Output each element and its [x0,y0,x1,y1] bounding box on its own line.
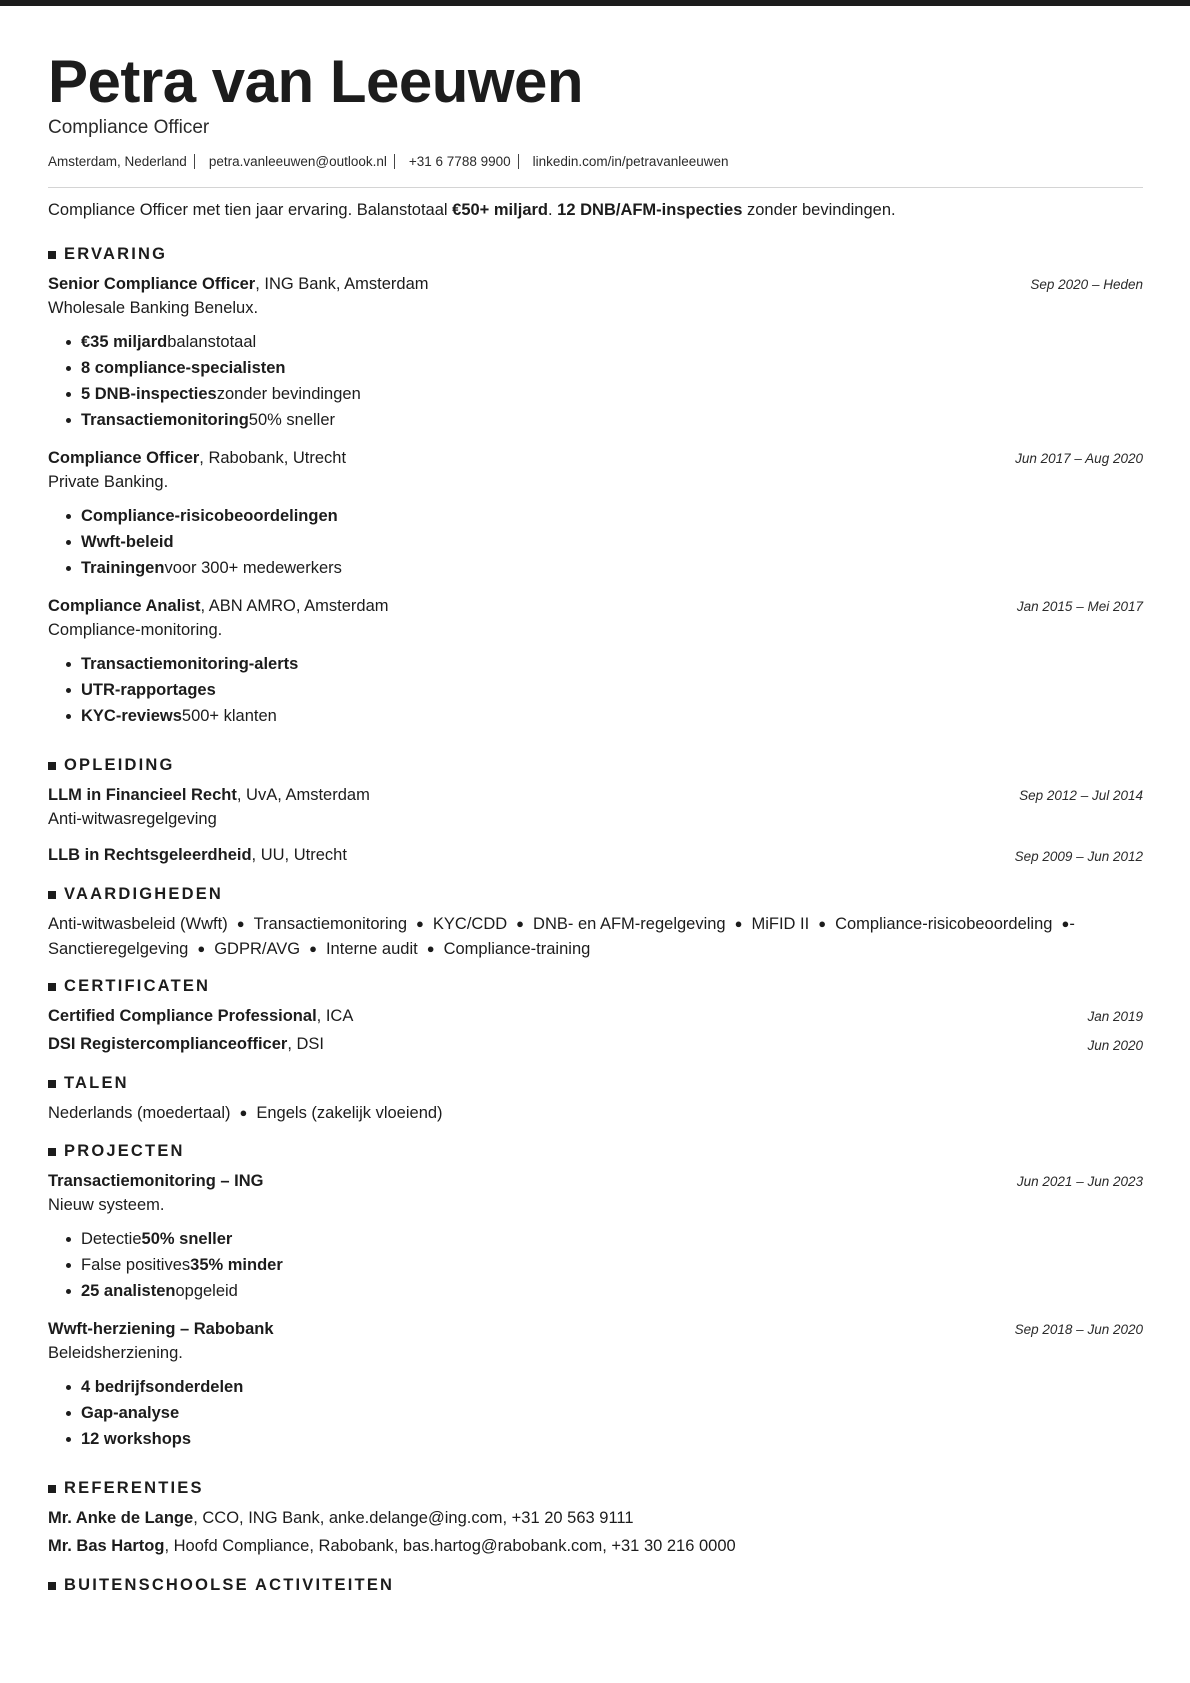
list-item [66,1378,243,1397]
section-heading-label: BUITENSCHOOLSE ACTIVITEITEN [64,1576,395,1594]
summary-text: Compliance Officer met tien jaar ervaring. Balanstotaal [48,201,453,219]
bullet-text: False positives [81,1256,191,1274]
bullet-bold: Trainingen [81,559,165,577]
list-item [66,333,256,352]
bullet-dot-icon [66,1237,71,1242]
square-bullet-icon [48,1148,56,1156]
bullet-text: 50% sneller [248,411,335,429]
list-item [66,681,216,700]
list-item [66,411,335,430]
degree: LLM in Financieel Recht [48,786,237,804]
skill-item: KYC/CDD [432,915,508,933]
bullet-dot-icon [66,1289,71,1294]
summary-highlight: 12 DNB/AFM-inspecties [557,201,743,219]
bullet-bold: 5 DNB-inspecties [81,385,217,403]
profile-summary [48,201,896,220]
skill-item: Transactiemonitoring [253,915,408,933]
job-description: Compliance-monitoring. [48,621,223,639]
section-heading-label: OPLEIDING [64,756,175,774]
language-item: Nederlands (moedertaal) [48,1104,231,1122]
square-bullet-icon [48,251,56,259]
square-bullet-icon [48,1485,56,1493]
education-date: Sep 2012 – Jul 2014 [1019,788,1143,803]
section-heading-references [48,1479,204,1498]
bullet-bold: €35 miljard [81,333,168,351]
skill-item: MiFID II [751,915,810,933]
bullet-text: zonder bevindingen [216,385,361,403]
separator-dot-icon: ● [309,941,317,956]
job-title-line [48,275,429,294]
certificate-name: DSI Registercomplianceofficer [48,1035,288,1053]
contact-divider [518,154,519,169]
reference-details: , CCO, ING Bank, anke.delange@ing.com, +31 20 563 9111 [193,1509,634,1527]
separator-dot-icon: ● [426,941,435,956]
reference-name: Mr. Anke de Lange [48,1509,194,1527]
certificate-date: Jan 2019 [1087,1009,1143,1024]
bullet-bold: 50% sneller [141,1230,233,1248]
list-item [66,1282,238,1301]
contact-linkedin[interactable]: linkedin.com/in/petravanleeuwen [532,154,729,169]
list-item [66,1404,179,1423]
bullet-bold: 35% minder [190,1256,283,1274]
square-bullet-icon [48,891,56,899]
contact-email[interactable]: petra.vanleeuwen@outlook.nl [208,154,387,169]
reference-details: , Hoofd Compliance, Rabobank, bas.hartog@rabobank.com, +31 30 216 0000 [164,1537,736,1555]
bullet-bold: Gap-analyse [81,1404,180,1422]
skill-item: Sanctieregelgeving [48,940,189,958]
education-date: Sep 2009 – Jun 2012 [1014,849,1143,864]
project-title: Wwft-herziening – Rabobank [48,1320,274,1338]
job-date: Sep 2020 – Heden [1030,277,1143,292]
bullet-bold: Wwft-beleid [81,533,174,551]
job-org: , ING Bank, Amsterdam [255,275,429,293]
bullet-dot-icon [66,1437,71,1442]
list-item [66,1230,232,1249]
job-description: Private Banking. [48,473,169,491]
degree: LLB in Rechtsgeleerdheid [48,846,252,864]
section-heading-label: TALEN [64,1074,129,1092]
bullet-text: voor 300+ medewerkers [164,559,342,577]
section-heading-label: VAARDIGHEDEN [64,885,224,903]
education-line [48,846,347,865]
project-date: Jun 2021 – Jun 2023 [1016,1174,1143,1189]
list-item [66,1256,283,1275]
project-description: Beleidsherziening. [48,1344,183,1362]
certificate-line [48,1007,353,1026]
bullet-text: balanstotaal [167,333,257,351]
job-date: Jan 2015 – Mei 2017 [1016,599,1143,614]
bullet-dot-icon [66,514,71,519]
section-heading-label: ERVARING [64,245,168,263]
bullet-dot-icon [66,714,71,719]
reference-line [48,1509,634,1528]
skill-item: DNB- en AFM-regelgeving [533,915,726,933]
contact-divider [394,154,395,169]
summary-highlight: €50+ miljard [452,201,548,219]
contact-location: Amsterdam, Nederland [48,154,187,169]
skill-item: Anti-witwasbeleid (Wwft) [48,915,228,933]
job-description: Wholesale Banking Benelux. [48,299,259,317]
list-item [66,533,174,552]
job-title: Senior Compliance Officer [48,275,256,293]
list-item [66,359,286,378]
bullet-bold: 12 workshops [81,1430,192,1448]
separator-dot-icon: ● [516,916,525,931]
summary-text: . [548,201,558,219]
bullet-dot-icon [66,392,71,397]
contact-bar [48,154,729,169]
project-title: Transactiemonitoring – ING [48,1172,264,1190]
bullet-bold: 25 analisten [81,1282,176,1300]
summary-text: zonder bevindingen. [742,201,896,219]
bullet-dot-icon [66,662,71,667]
languages-list [48,1104,443,1123]
job-title-line [48,597,389,616]
bullet-text: 500+ klanten [181,707,277,725]
reference-name: Mr. Bas Hartog [48,1537,165,1555]
square-bullet-icon [48,983,56,991]
section-heading-extracurricular [48,1576,394,1595]
bullet-text: opgeleid [175,1282,238,1300]
job-title: Compliance Analist [48,597,201,615]
contact-phone[interactable]: +31 6 7788 9900 [408,154,511,169]
certificate-date: Jun 2020 [1087,1038,1143,1053]
bullet-dot-icon [66,366,71,371]
job-title-line [48,449,346,468]
section-heading-certificates [48,977,210,996]
bullet-bold: Transactiemonitoring-alerts [81,655,299,673]
separator-dot-icon: ● [818,916,827,931]
candidate-role: Compliance Officer [48,117,210,138]
separator-dot-icon: ● [1061,916,1070,931]
top-accent-bar [0,0,1190,6]
separator-dot-icon: ● [239,1105,248,1120]
list-item [66,507,338,526]
bullet-dot-icon [66,566,71,571]
education-note: Anti-witwasregelgeving [48,810,217,828]
separator-dot-icon: ● [236,916,245,931]
separator-dot-icon: ● [734,916,743,931]
skill-item: Compliance-risicobeoordeling [835,915,1053,933]
project-date: Sep 2018 – Jun 2020 [1014,1322,1143,1337]
bullet-dot-icon [66,540,71,545]
section-heading-languages [48,1074,129,1093]
certificate-issuer: , DSI [287,1035,325,1053]
section-heading-label: REFERENTIES [64,1479,204,1497]
contact-divider [194,154,195,169]
section-heading-experience [48,245,167,264]
skills-list [48,912,1143,962]
bullet-dot-icon [66,1411,71,1416]
bullet-bold: KYC-reviews [81,707,182,725]
skill-item: - [1069,915,1075,933]
separator-dot-icon: ● [197,941,206,956]
job-title: Compliance Officer [48,449,200,467]
school: , UU, Utrecht [251,846,347,864]
section-heading-skills [48,885,223,904]
job-org: , ABN AMRO, Amsterdam [200,597,389,615]
section-heading-label: PROJECTEN [64,1142,185,1160]
bullet-bold: 8 compliance-specialisten [81,359,286,377]
square-bullet-icon [48,1582,56,1590]
job-org: , Rabobank, Utrecht [199,449,347,467]
bullet-bold: UTR-rapportages [81,681,216,699]
bullet-dot-icon [66,688,71,693]
bullet-text: Detectie [81,1230,142,1248]
skill-item: Compliance-training [443,940,591,958]
section-heading-education [48,756,175,775]
bullet-bold: Compliance-risicobeoordelingen [81,507,338,525]
square-bullet-icon [48,762,56,770]
list-item [66,559,342,578]
candidate-name: Petra van Leeuwen [48,48,584,115]
list-item [66,385,361,404]
bullet-dot-icon [66,1263,71,1268]
section-heading-label: CERTIFICATEN [64,977,211,995]
certificate-issuer: , ICA [316,1007,354,1025]
list-item [66,1430,191,1449]
list-item [66,655,298,674]
job-date: Jun 2017 – Aug 2020 [1015,451,1143,466]
school: , UvA, Amsterdam [236,786,370,804]
bullet-dot-icon [66,1385,71,1390]
section-heading-projects [48,1142,185,1161]
bullet-dot-icon [66,340,71,345]
project-description: Nieuw systeem. [48,1196,165,1214]
certificate-name: Certified Compliance Professional [48,1007,317,1025]
list-item [66,707,277,726]
header-divider [48,187,1143,188]
education-line [48,786,370,805]
language-item: Engels (zakelijk vloeiend) [256,1104,443,1122]
bullet-dot-icon [66,418,71,423]
bullet-bold: 4 bedrijfsonderdelen [81,1378,244,1396]
bullet-bold: Transactiemonitoring [81,411,249,429]
separator-dot-icon: ● [416,916,424,931]
skill-item: GDPR/AVG [214,940,301,958]
reference-line [48,1537,736,1556]
square-bullet-icon [48,1080,56,1088]
skill-item: Interne audit [325,940,418,958]
certificate-line [48,1035,324,1054]
